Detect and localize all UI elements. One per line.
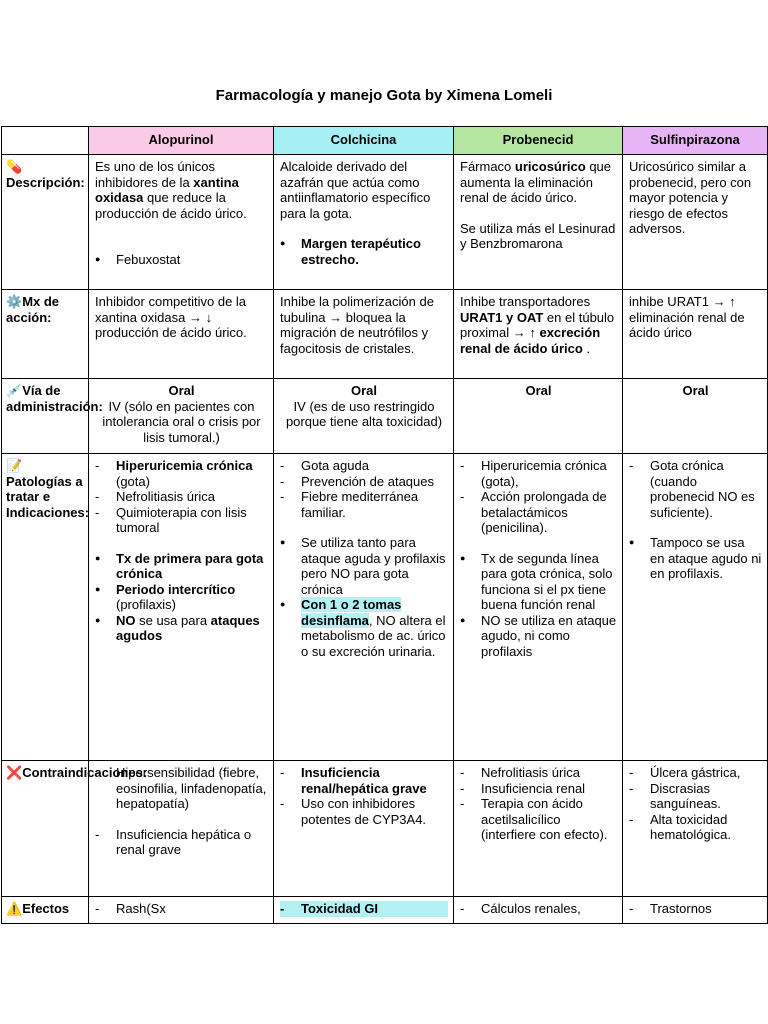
cross-mark-icon: ❌: [6, 765, 23, 780]
dash-list: [95, 765, 268, 812]
cell-sulfinpirazona-contra: [623, 761, 768, 897]
list-item: - Alta toxicidad hematológica.: [629, 812, 762, 843]
memo-icon: 📝: [6, 458, 23, 473]
cell-colchicina-contra: [274, 761, 454, 897]
list-item: - Acción prolongada de betalactámicos (penicilina).: [460, 489, 617, 536]
list-item: - Nefrolitiasis úrica: [460, 765, 617, 781]
header-colchicina: Colchicina: [274, 127, 454, 155]
rowhead-efectos: [2, 897, 89, 924]
cell-sulfinpirazona-efectos: [623, 897, 768, 924]
rowhead-label: Efectos: [22, 901, 70, 916]
text: Alcaloide derivado del azafrán que actúa como antiinflamatorio específico para la gota.: [280, 159, 431, 221]
text: que aumenta la eliminación renal de ácido úrico.: [460, 159, 612, 205]
header-row: [2, 127, 768, 155]
list-item: - Prevención de ataques: [280, 474, 448, 490]
list-item: ● Tampoco se usa en ataque agudo ni en profilaxis.: [629, 535, 762, 582]
dash-list: [280, 765, 448, 827]
text: Inhibe transportadores: [460, 294, 591, 309]
text: que reduce la producción de ácido úrico.: [95, 190, 247, 221]
dash-list: [95, 458, 268, 536]
list-item: [95, 551, 268, 582]
row-via: [2, 379, 768, 454]
rowhead-label: Descripción:: [6, 174, 85, 190]
cell-alopurinol-mecanismo: Inhibidor competitivo de la xantina oxidasa → ↓ producción de ácido úrico.: [89, 290, 274, 379]
cell-alopurinol-descripcion: [89, 155, 274, 290]
text: se usa para: [135, 612, 211, 628]
warning-icon: ⚠️: [6, 901, 23, 916]
list-item: [280, 765, 448, 796]
cell-colchicina-via: [274, 379, 454, 454]
text-bold: Oral: [682, 383, 709, 398]
rowhead-descripcion: [2, 155, 89, 290]
list-item: - Cálculos renales,: [460, 901, 617, 917]
row-efectos: [2, 897, 768, 924]
list-item: [95, 582, 268, 613]
cell-sulfinpirazona-mecanismo: inhibe URAT1 → ↑ eliminación renal de ácido úrico: [623, 290, 768, 379]
dash-list: [460, 458, 617, 536]
list-item: - Hiperuricemia crónica (gota),: [460, 458, 617, 489]
header-alopurinol: Alopurinol: [89, 127, 274, 155]
cell-probenecid-descripcion: [454, 155, 623, 290]
pill-icon: 💊: [6, 159, 23, 174]
list-item: [95, 458, 268, 489]
list-item: ● Tx de segunda línea para gota crónica, solo funciona si el px tiene buena función renal: [460, 551, 617, 613]
text-bold: NO: [116, 612, 136, 628]
text-bold: excreción renal de ácido úrico: [460, 325, 601, 356]
text: Es uno de los únicos inhibidores de la: [95, 159, 215, 190]
cell-probenecid-mecanismo: [454, 290, 623, 379]
text-bold: Oral: [168, 383, 195, 398]
rowhead-patologias: [2, 454, 89, 761]
text-bold: Tx de primera para gota crónica: [116, 550, 264, 581]
cell-colchicina-mecanismo: Inhibe la polimerización de tubulina → bloquea la migración de neutrófilos y fagocitosis de cristales.: [274, 290, 454, 379]
empty-header-cell: [2, 127, 89, 155]
row-mecanismo: [2, 290, 768, 379]
bullet-list: [280, 535, 448, 659]
header-sulfinpirazona: Sulfinpirazona: [623, 127, 768, 155]
bullet-list: [629, 535, 762, 582]
cell-probenecid-efectos: [454, 897, 623, 924]
list-item: - Toxicidad GI: [280, 901, 448, 917]
dash-list: [629, 765, 762, 843]
bullet-list: [95, 551, 268, 644]
list-item: - Gota aguda: [280, 458, 448, 474]
list-item: - Fiebre mediterránea familiar.: [280, 489, 448, 520]
dash-list: [280, 458, 448, 520]
list-item: - Insuficiencia renal: [460, 781, 617, 797]
text: en el túbulo proximal → ↑: [460, 309, 615, 340]
highlighted-text: Con 1 o 2 tomas desinflama: [301, 597, 402, 628]
text: Se utiliza más el Lesinurad y Benzbromarona: [460, 220, 616, 251]
cell-colchicina-efectos: [274, 897, 454, 924]
list-item: ● NO se utiliza en ataque agudo, ni como profilaxis: [460, 613, 617, 660]
rowhead-label: Patologías a tratar e Indicaciones:: [6, 473, 90, 520]
text: , NO altera el metabolismo de ac. úrico o su excreción urinaria.: [301, 612, 446, 659]
dash-list: [95, 901, 268, 917]
list-item: [280, 597, 448, 659]
list-item: - Gota crónica (cuando probenecid NO es suficiente).: [629, 458, 762, 520]
list-item: - Insuficiencia hepática o renal grave: [95, 827, 268, 858]
text-bold: URAT1 y OAT: [460, 309, 544, 325]
text-bold: xantina oxidasa: [95, 174, 239, 205]
row-contraindicaciones: [2, 761, 768, 897]
cell-colchicina-descripcion: [274, 155, 454, 290]
dash-list: [95, 827, 268, 858]
text-bold: Oral: [350, 383, 377, 398]
list-item: - Discrasias sanguíneas.: [629, 781, 762, 812]
list-item: - Uso con inhibidores potentes de CYP3A4.: [280, 796, 448, 827]
text-bold: Margen terapéutico estrecho.: [301, 236, 421, 267]
list-item: - Hipersensibilidad (fiebre, eosinofilia, linfadenopatía, hepatopatía): [95, 765, 268, 812]
list-item: [95, 613, 268, 644]
cell-sulfinpirazona-descripcion: Uricosúrico similar a probenecid, pero con mayor potencia y riesgo de efectos adversos.: [623, 155, 768, 290]
header-probenecid: Probenecid: [454, 127, 623, 155]
cell-sulfinpirazona-via: [623, 379, 768, 454]
text: IV (es de uso restringido porque tiene alta toxicidad): [285, 398, 443, 429]
text-bold: Insuficiencia renal/hepática grave: [301, 765, 427, 796]
text-bold: Oral: [525, 383, 552, 398]
document-title: Farmacología y manejo Gota by Ximena Lomeli: [215, 87, 553, 104]
dash-list: [280, 901, 448, 917]
dash-list: [629, 458, 762, 520]
list-item: - Terapia con ácido acetilsalicílico (interfiere con efecto).: [460, 796, 617, 843]
list-item: ● Se utiliza tanto para ataque aguda y profilaxis pero NO para gota crónica: [280, 535, 448, 597]
list-item: - Quimioterapia con lisis tumoral: [95, 505, 268, 536]
cell-alopurinol-efectos: [89, 897, 274, 924]
list-item: - Nefrolitiasis úrica: [95, 489, 268, 505]
row-descripcion: [2, 155, 768, 290]
text-bold: Periodo intercrítico: [116, 581, 236, 597]
text-bold: uricosúrico: [514, 159, 586, 174]
list-item: - Rash(Sx: [95, 901, 268, 917]
dash-list: [460, 765, 617, 843]
text: IV (sólo en pacientes con intolerancia oral o crisis por lisis tumoral.): [102, 398, 261, 445]
dash-list: [629, 901, 762, 917]
text: .: [582, 340, 591, 356]
gear-icon: ⚙️: [6, 294, 23, 309]
list-item: - Úlcera gástrica,: [629, 765, 762, 781]
cell-probenecid-patologias: [454, 454, 623, 761]
list-item: - Trastornos: [629, 901, 762, 917]
row-patologias: [2, 454, 768, 761]
list-item: ● Febuxostat: [95, 252, 268, 268]
text-bold: ataques agudos: [116, 612, 260, 643]
rowhead-label: Contraindicaciones:: [22, 765, 148, 780]
rowhead-mecanismo: [2, 290, 89, 379]
rowhead-via: [2, 379, 103, 454]
text: Fármaco: [460, 159, 515, 174]
list-item: [280, 236, 448, 267]
cell-probenecid-contra: [454, 761, 623, 897]
rowhead-label: Vía de administración:: [6, 383, 103, 414]
text: (profilaxis): [116, 597, 176, 612]
text: (gota): [116, 473, 150, 489]
cell-probenecid-via: [454, 379, 623, 454]
text-bold: Hiperuricemia crónica: [116, 458, 253, 473]
dash-list: [460, 901, 617, 917]
bullet-list: [460, 551, 617, 660]
cell-sulfinpirazona-patologias: [623, 454, 768, 761]
rowhead-contraindicaciones: [2, 761, 148, 897]
syringe-icon: 💉: [6, 383, 23, 398]
cell-alopurinol-patologias: [89, 454, 274, 761]
cell-alopurinol-via: [89, 379, 274, 454]
cell-colchicina-patologias: [274, 454, 454, 761]
cell-alopurinol-contra: [89, 761, 274, 897]
drug-table: [1, 126, 768, 924]
rowhead-label: Mx de acción:: [6, 294, 60, 325]
